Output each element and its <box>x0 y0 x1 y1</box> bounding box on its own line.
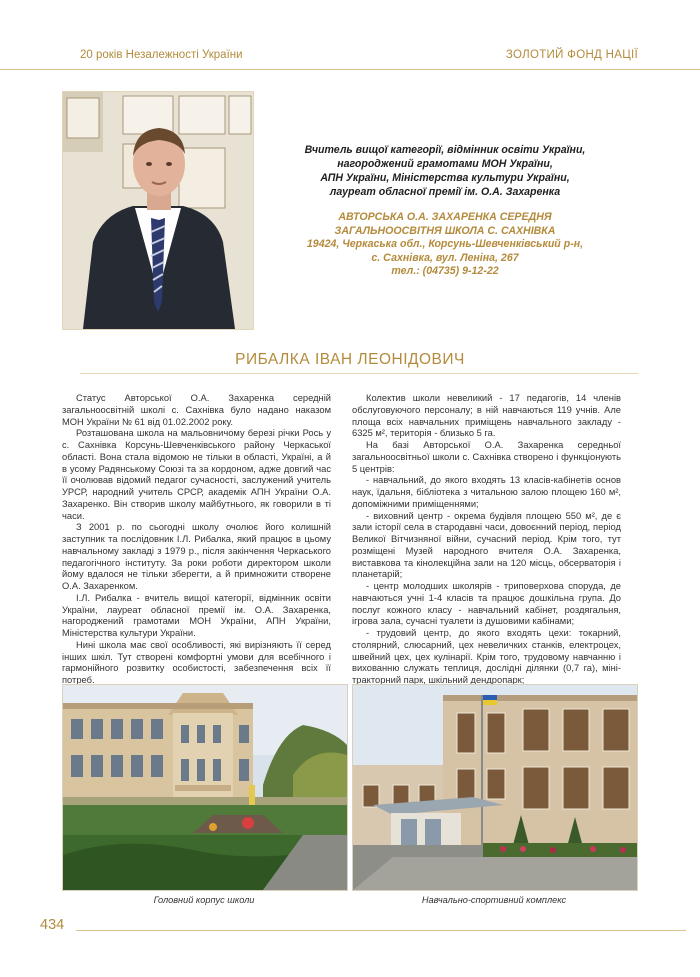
paragraph: На базі Авторської О.А. Захаренка середньої загальноосвітньої школи с. Сахнівка створено і функціонують 5 центрів: <box>352 440 621 474</box>
paragraph: Нині школа має свої особливості, які вирізняють її серед інших шкіл. Тут створені комфортні умови для всебічного і гармонійного розвитку особистості, забезпечення всіх її потреб. <box>62 639 331 685</box>
paragraph: З 2001 р. по сьогодні школу очолює його колишній заступник та послідовник І.Л. Рибалка, який працює в цьому навчальному закладі з 1979 р., після закінчення Черкаського педагогічного інституту. За роки роботи директором школи йому вдалося не тільки зберегти, а й примножити створене О.А. Захаренком. <box>62 522 331 591</box>
title-divider <box>80 373 638 374</box>
bio-line: лауреат обласної премії ім. О.А. Захаренка <box>329 186 561 198</box>
text-column-right <box>352 393 621 687</box>
paragraph: Розташована школа на мальовничому березі річки Рось у с. Сахнівка Корсунь-Шевченківського району Черкаської області. Вона стала відомою не тільки в області, Україні, а й в усому Радянському Союзі та за кордоном, адже довгий час її очолював відомий педагог сучасності, заслужений учитель УРСР, народний учитель СРСР, академік АПН України О.А. Захаренко. Він створив школу майбутнього, як говорили в ті часи. <box>62 428 331 521</box>
school-address-line: с. Сахнівка, вул. Леніна, 267 <box>371 251 519 264</box>
portrait-photo <box>62 91 254 330</box>
school-address-line: 19424, Черкаська обл., Корсунь-Шевченківський р-н, <box>306 238 584 250</box>
running-header-right: ЗОЛОТИЙ ФОНД НАЦІЇ <box>505 49 638 61</box>
school-name-line: ЗАГАЛЬНООСВІТНЯ ШКОЛА С. САХНІВКА <box>334 224 556 237</box>
text-column-left <box>62 393 331 687</box>
footer-divider <box>76 930 686 931</box>
paragraph: - центр молодших школярів - триповерхова споруда, де навчаються учні 1-4 класів та працює дошкільна група. До послуг кожного класу - навчальний кабінет, роздягальня, ігрова зала, сучасні туалети із душовими кабінами; <box>352 581 621 627</box>
main-building-photo <box>62 684 348 891</box>
header-divider <box>0 69 700 70</box>
paragraph: Колектив школи невеликий - 17 педагогів, 14 членів обслуговуючого персоналу; в ній навчаються 119 учнів. Але площа всіх навчальних приміщень навчального закладу - 6325 м², територія - близько 5 га. <box>352 393 621 439</box>
paragraph: - трудовий центр, до якого входять цехи: токарний, столярний, слюсарний, цех невеличких станків, електроцех, швейний цех, цех кулінарії. Крім того, трудовому навчанню і вихованню служать теплиця, дослідні ділянки (0,7 га), міні-тракторний парк, шкільний дендропарк; <box>352 628 621 685</box>
page-number: 434 <box>40 917 65 933</box>
bio-line: АПН України, Міністерства культури України, <box>320 172 570 184</box>
bio-line: нагороджений грамотами МОН України, <box>337 158 553 170</box>
person-name-title: РИБАЛКА ІВАН ЛЕОНІДОВИЧ <box>235 351 465 368</box>
photo-caption-right: Навчально-спортивний комплекс <box>421 895 567 905</box>
photo-caption-left: Головний корпус школи <box>153 895 255 905</box>
bio-block <box>300 143 590 199</box>
school-info-block <box>300 211 590 279</box>
running-header-left: 20 років Незалежності України <box>80 49 243 61</box>
school-name-line: АВТОРСЬКА О.А. ЗАХАРЕНКА СЕРЕДНЯ <box>338 211 552 223</box>
sports-complex-photo <box>352 684 638 891</box>
school-phone: тел.: (04735) 9-12-22 <box>391 265 499 277</box>
paragraph: І.Л. Рибалка - вчитель вищої категорії, відмінник освіти України, лауреат обласної премії ім. О.А. Захаренка, нагороджений грамотами МОН України, АПН України, Міністерства культури України. <box>62 592 331 638</box>
paragraph: - виховний центр - окрема будівля площею 550 м², де є зали історії села в стародавні часи, довоєнний період, період Великої Вітчизняної війни, сучасний період. Крім того, тут розміщені Музей народного вчителя О.А. Захаренка, виставкова та кінолекційна зали на 120 місць, обсерваторія і планетарій; <box>352 510 621 580</box>
bio-line: Вчитель вищої категорії, відмінник освіти України, <box>304 144 586 156</box>
paragraph: - навчальний, до якого входять 13 класів-кабінетів основ наук, їдальня, бібліотека з читальною залою площею 160 м², допоміжними приміщеннями; <box>352 475 621 509</box>
paragraph: Статус Авторської О.А. Захаренка середній загальноосвітній школі с. Сахнівка було надано наказом МОН України № 61 від 01.02.2002 року. <box>62 393 331 427</box>
